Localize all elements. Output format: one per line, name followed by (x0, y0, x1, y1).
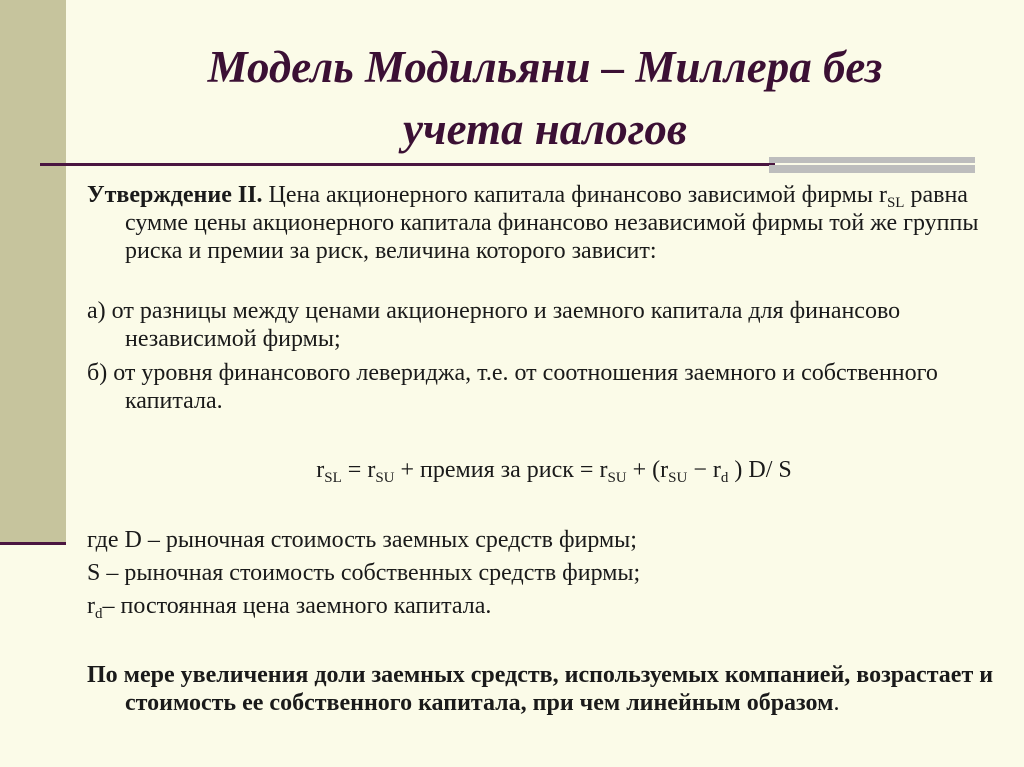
definition-s: S – рыночная стоимость собственных средств фирмы; (87, 560, 641, 586)
title-line-2: учета налогов (402, 104, 688, 154)
statement-text: Утверждение II. Цена акционерного капитала финансово зависимой фирмы $r_{SL}$ равна сумме цены акционерного капитала финансово независимой фирмы той же группы риска и премии за риск, величина которого зависит: (87, 182, 979, 264)
statement-paragraph (87, 181, 1007, 265)
statement-head: Утверждение II. (87, 182, 263, 208)
item-a: а) от разницы между ценами акционерного и заемного капитала для финансово независимой фирмы; (87, 298, 901, 352)
slide-title (66, 36, 1024, 160)
title-underline (40, 163, 775, 166)
formula: $r_{SL} = r_{SU}$ + премия за риск = $r_{SU} + (r_{SU} - r_d$ ) D/ S (316, 457, 792, 486)
item-b: б) от уровня финансового левериджа, т.е. от соотношения заемного и собственного капитала. (87, 360, 938, 414)
definition-d: где D – рыночная стоимость заемных средств фирмы; (87, 527, 637, 553)
item-b-paragraph (87, 359, 1007, 415)
conclusion: По мере увеличения доли заемных средств, используемых компанией, возрастает и стоимость ее собственного капитала, при чем линейным образом. (87, 662, 994, 716)
title-line-1: Модель Модильяни – Миллера без (207, 42, 883, 92)
definition-rd: $r_d-$ постоянная цена заемного капитала. (87, 593, 492, 622)
title-accent-bars (769, 157, 975, 173)
side-bar-underline (0, 542, 66, 545)
conclusion-paragraph (87, 661, 1007, 717)
definitions (87, 526, 1007, 620)
item-a-paragraph (87, 297, 1007, 353)
